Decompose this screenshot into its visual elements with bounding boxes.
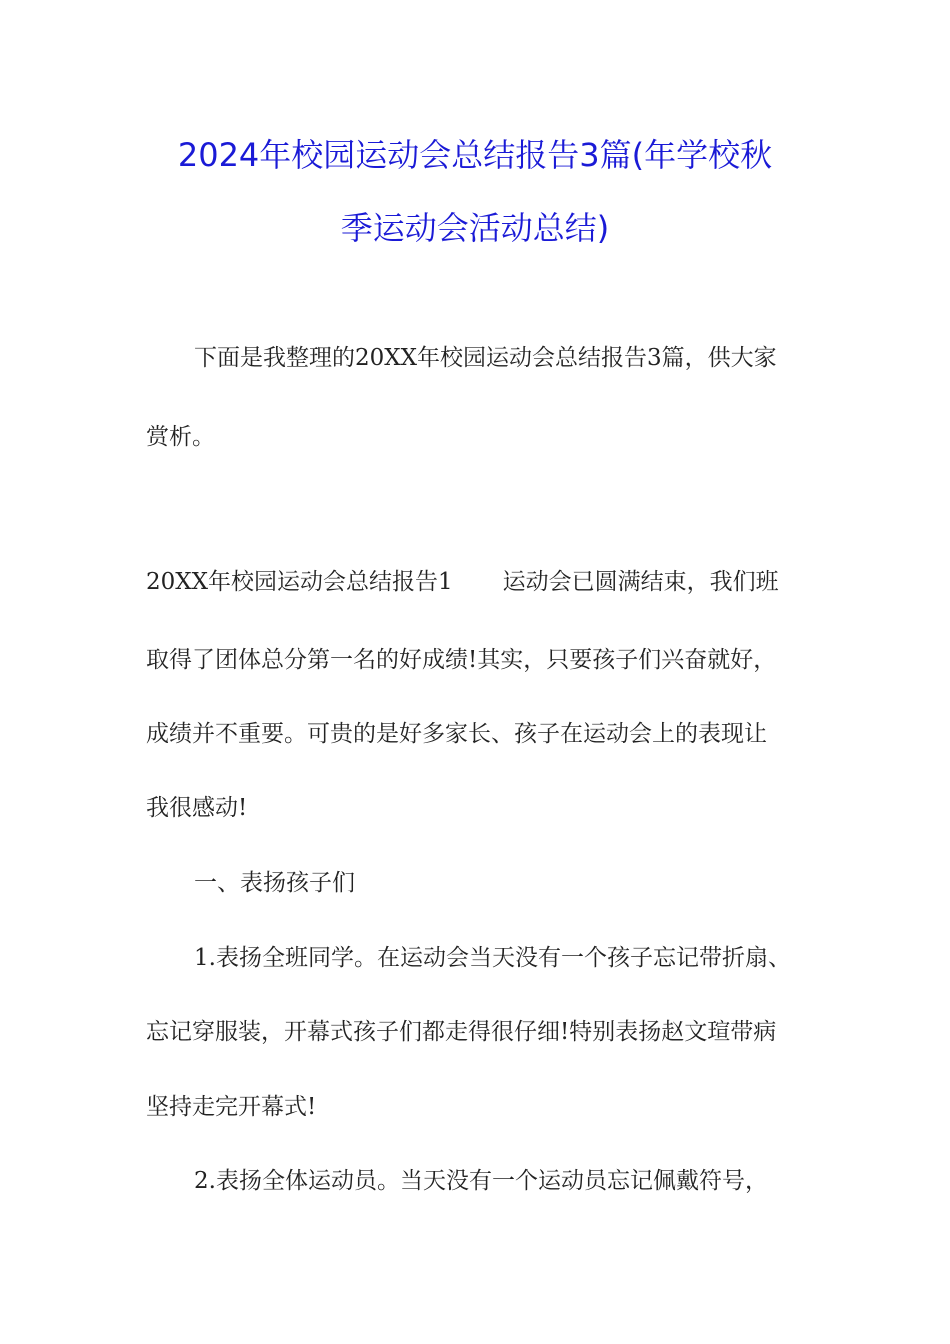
report-heading: 20XX年校园运动会总结报告1 bbox=[146, 569, 453, 595]
intro-paragraph-line: 下面是我整理的20XX年校园运动会总结报告3篇，供大家 bbox=[194, 345, 777, 371]
intro-paragraph-line: 赏析。 bbox=[146, 424, 215, 450]
body-paragraph-line: 成绩并不重要。可贵的是好多家长、孩子在运动会上的表现让 bbox=[146, 721, 767, 747]
document-title-line-2: 季运动会活动总结) bbox=[340, 209, 610, 247]
body-paragraph-line: 1.表扬全班同学。在运动会当天没有一个孩子忘记带折扇、 bbox=[194, 945, 791, 971]
body-text: 运动会已圆满结束，我们班 bbox=[502, 569, 779, 595]
body-paragraph-line: 坚持走完开幕式! bbox=[146, 1094, 317, 1120]
section-heading: 一、表扬孩子们 bbox=[194, 870, 355, 896]
document-title-line-1: 2024年校园运动会总结报告3篇(年学校秋 bbox=[177, 136, 773, 174]
body-paragraph-line: 我很感动! bbox=[146, 795, 248, 821]
body-paragraph-line: 忘记穿服装，开幕式孩子们都走得很仔细!特别表扬赵文瑄带病 bbox=[146, 1019, 777, 1045]
body-paragraph-line: 2.表扬全体运动员。当天没有一个运动员忘记佩戴符号， bbox=[194, 1168, 768, 1194]
report-heading-line bbox=[146, 567, 779, 597]
body-paragraph-line: 取得了团体总分第一名的好成绩!其实，只要孩子们兴奋就好， bbox=[146, 647, 777, 673]
